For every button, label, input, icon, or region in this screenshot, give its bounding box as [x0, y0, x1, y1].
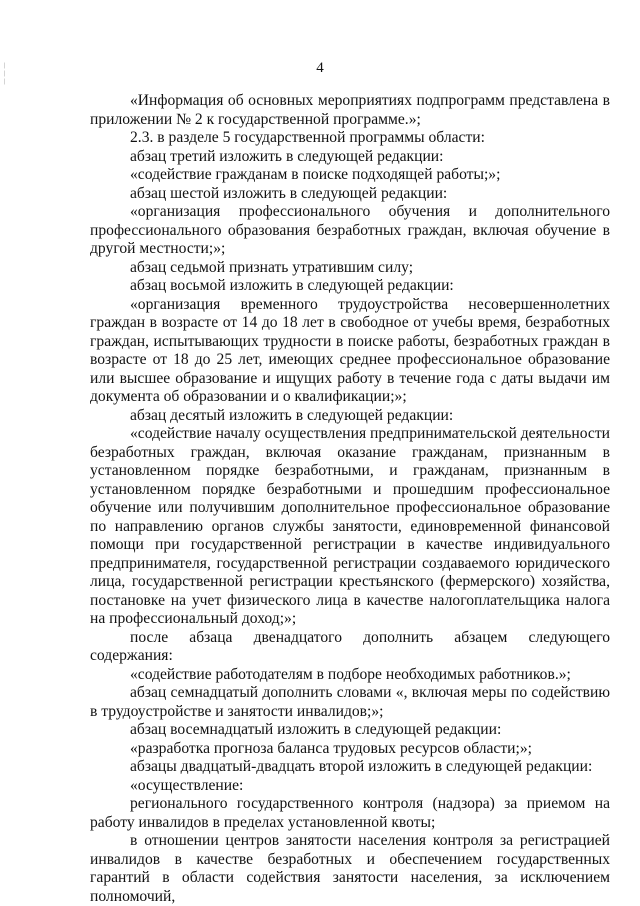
paragraph: «разработка прогноза баланса трудовых ресурсов области;»; — [130, 739, 532, 757]
margin-mark: | — [4, 79, 6, 85]
paragraph: «Информация об основных мероприятиях подпрограмм представлена в приложении № 2 к государственной программе.»; — [90, 92, 610, 128]
page-number: 4 — [316, 60, 324, 76]
paragraph: в отношении центров занятости населения контроля за регистрацией инвалидов в качестве безработных и обеспечением государственных гарантий в области содействия занятости населения, за исключением полномочий, — [90, 832, 610, 905]
paragraph: абзац десятый изложить в следующей редакции: — [130, 406, 454, 424]
paragraph: абзацы двадцатый-двадцать второй изложить в следующей редакции: — [130, 758, 593, 775]
paragraph: абзац восьмой изложить в следующей редакции: — [130, 277, 454, 294]
margin-marks — [4, 62, 10, 86]
paragraph: «осуществление: — [130, 776, 244, 794]
paragraph: «содействие началу осуществления предпринимательской деятельности безработных граждан, включая оказание гражданам, признанным в установленном порядке безработными, и гражданам, признанным в установленном порядке безработными и прошедшим профессиональное обучение или получившим дополнительное профессиональное образование по направлению органов службы занятости, единовременной финансовой помощи при государственной регистрации в качестве индивидуального предпринимателя, государственной регистрации создаваемого юридического лица, государственной регистрации крестьянского (фермерского) хозяйства, постановке на учет физического лица в качестве налогоплательщика налога на профессиональный доход;»; — [90, 425, 610, 627]
paragraph: после абзаца двенадцатого дополнить абзацем следующего содержания: — [90, 628, 610, 664]
document-body — [90, 92, 610, 906]
paragraph: абзац шестой изложить в следующей редакции: — [130, 184, 448, 202]
paragraph: «организация временного трудоустройства несовершеннолетних граждан в возрасте от 14 до 18 лет в свободное от учебы время, безработных граждан, испытывающих трудности в поиске работы, безработных граждан в возрасте от 18 до 25 лет, имеющих среднее профессиональное образование или высшее образование и ищущих работу в течение года с даты выдачи им документа об образовании и о квалификации;»; — [90, 295, 610, 405]
paragraph: абзац третий изложить в следующей редакции: — [130, 147, 444, 165]
paragraph: абзац седьмой признать утратившим силу; — [130, 258, 414, 276]
margin-mark: | — [4, 71, 6, 77]
paragraph: абзац семнадцатый дополнить словами «, включая меры по содействию в трудоустройстве и занятости инвалидов;»; — [90, 684, 610, 720]
paragraph: «содействие работодателям в подборе необходимых работников.»; — [130, 665, 571, 683]
paragraph: 2.3. в разделе 5 государственной программы области: — [130, 129, 485, 146]
paragraph: «содействие гражданам в поиске подходящей работы;»; — [130, 166, 501, 183]
margin-mark: | — [4, 63, 6, 69]
paragraph: абзац восемнадцатый изложить в следующей редакции: — [130, 721, 502, 738]
paragraph: «организация профессионального обучения и дополнительного профессионального образования безработных граждан, включая обучение в другой местности;»; — [90, 203, 610, 257]
paragraph: регионального государственного контроля (надзора) за приемом на работу инвалидов в пределах установленной квоты; — [90, 795, 610, 831]
